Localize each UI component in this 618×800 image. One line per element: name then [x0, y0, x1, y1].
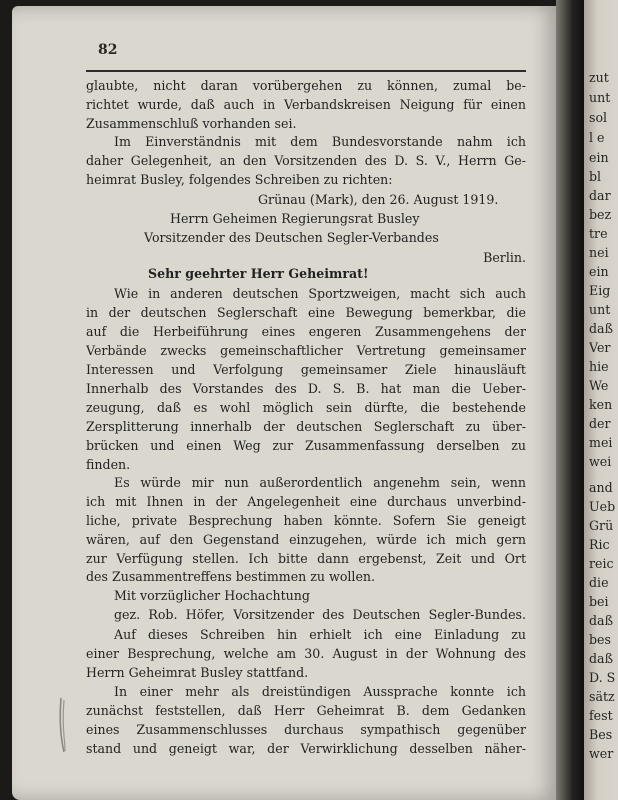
text-line: brücken und einen Weg zur Zusammenfassung derselben zu [86, 438, 526, 453]
facing-page-fragment: wer [589, 746, 614, 761]
facing-page-fragment: and [589, 480, 613, 495]
facing-page-fragment: der [589, 416, 611, 431]
facing-page-fragment: nei [589, 245, 609, 260]
text-line: Verbände zwecks gemeinschaftlicher Vertretung gemeinsamer [86, 343, 526, 358]
text-line: Wie in anderen deutschen Sportzweigen, macht sich auch [114, 286, 526, 301]
text-line: Im Einverständnis mit dem Bundesvorstande nahm ich [114, 134, 526, 149]
text-line: Auf dieses Schreiben hin erhielt ich eine Einladung zu [114, 627, 526, 642]
facing-page-fragment: unt [589, 90, 611, 105]
text-line: Herrn Geheimen Regierungsrat Busley [170, 211, 420, 226]
text-line: zunächst feststellen, daß Herr Geheimrat B. dem Gedanken [86, 703, 526, 718]
text-line: Zersplitterung innerhalb der deutschen Seglerschaft zu über- [86, 419, 526, 434]
facing-page-fragment: unt [589, 302, 611, 317]
facing-page-fragment: Ver [589, 340, 611, 355]
text-line: glaubte, nicht daran vorübergehen zu können, zumal be- [86, 78, 526, 93]
facing-page-fragment: Grü [589, 518, 614, 533]
facing-page-fragment: zut [589, 70, 609, 85]
text-line: richtet wurde, daß auch in Verbandskreisen Neigung für einen [86, 97, 526, 112]
facing-page-fragment: hie [589, 359, 609, 374]
text-line: zur Verfügung stellen. Ich bitte dann ergebenst, Zeit und Ort [86, 551, 526, 566]
facing-page-fragment: ein [589, 264, 609, 279]
text-line: In einer mehr als dreistündigen Aussprache konnte ich [114, 684, 526, 699]
facing-page-fragment: mei [589, 435, 613, 450]
facing-page-fragment: fest [589, 708, 613, 723]
facing-page-fragment: bez [589, 207, 612, 222]
text-line: finden. [86, 457, 131, 472]
facing-page-fragment: wei [589, 454, 612, 469]
facing-page-fragment: sol [589, 110, 608, 125]
text-line: stand und geneigt war, der Verwirklichung desselben näher- [86, 741, 526, 756]
facing-page-fragment: bei [589, 594, 609, 609]
facing-page-fragment: ken [589, 397, 613, 412]
text-line: in der deutschen Seglerschaft eine Bewegung bemerkbar, die [86, 305, 526, 320]
header-rule [86, 70, 526, 72]
book-gutter [556, 0, 586, 800]
facing-page-fragment: daß [589, 321, 613, 336]
book-page [12, 6, 558, 800]
facing-page-edge [584, 0, 618, 800]
facing-page-fragment: daß [589, 651, 613, 666]
text-line: Es würde mir nun außerordentlich angenehm sein, wenn [114, 475, 526, 490]
text-line: Grünau (Mark), den 26. August 1919. [258, 192, 499, 207]
text-line: Vorsitzender des Deutschen Segler-Verbandes [144, 230, 439, 245]
text-line: heimrat Busley, folgendes Schreiben zu richten: [86, 172, 393, 187]
text-line: liche, private Besprechung haben könnte. Sofern Sie geneigt [86, 513, 526, 528]
facing-page-fragment: tre [589, 226, 608, 241]
facing-page-fragment: D. S [589, 670, 616, 685]
text-line: des Zusammentreffens bestimmen zu wollen. [86, 569, 376, 584]
text-line: einer Besprechung, welche am 30. August in der Wohnung des [86, 646, 526, 661]
facing-page-fragment: bl [589, 169, 602, 184]
facing-page-fragment: Ueb [589, 499, 616, 514]
facing-page-fragment: Bes [589, 727, 613, 742]
pencil-margin-mark [58, 696, 68, 754]
facing-page-fragment: ein [589, 150, 609, 165]
text-line: Sehr geehrter Herr Geheimrat! [148, 266, 369, 281]
text-line: gez. Rob. Höfer, Vorsitzender des Deutschen Segler-Bundes. [114, 607, 526, 622]
text-line: eines Zusammenschlusses durchaus sympathisch gegenüber [86, 722, 526, 737]
text-line: Innerhalb des Vorstandes des D. S. B. hat man die Ueber- [86, 381, 526, 396]
facing-page-fragment: daß [589, 613, 613, 628]
text-line: Zusammenschluß vorhanden sei. [86, 116, 297, 131]
facing-page-fragment: bes [589, 632, 611, 647]
text-line: wären, auf den Gegenstand einzugehen, würde ich mich gern [86, 532, 526, 547]
facing-page-fragment: We [589, 378, 609, 393]
facing-page-fragment: Ric [589, 537, 610, 552]
text-line: auf die Herbeiführung eines engeren Zusammengehens der [86, 324, 526, 339]
facing-page-fragment: sätz [589, 689, 615, 704]
text-line: Mit vorzüglicher Hochachtung [114, 588, 310, 603]
text-line: daher Gelegenheit, an den Vorsitzenden des D. S. V., Herrn Ge- [86, 153, 526, 168]
text-line: Herrn Geheimrat Busley stattfand. [86, 665, 309, 680]
text-line: ich mit Ihnen in der Angelegenheit eine durchaus unverbind- [86, 494, 526, 509]
facing-page-fragment: Eig [589, 283, 611, 298]
text-line: Interessen und Verfolgung gemeinsamer Ziele hinausläuft [86, 362, 526, 377]
facing-page-fragment: dar [589, 188, 611, 203]
facing-page-fragment: l e [589, 130, 605, 145]
page-number: 82 [98, 42, 118, 58]
text-line: zeugung, daß es wohl möglich sein dürfte, die bestehende [86, 400, 526, 415]
facing-page-fragment: reic [589, 556, 614, 571]
facing-page-fragment: die [589, 575, 609, 590]
text-line: Berlin. [483, 250, 526, 265]
